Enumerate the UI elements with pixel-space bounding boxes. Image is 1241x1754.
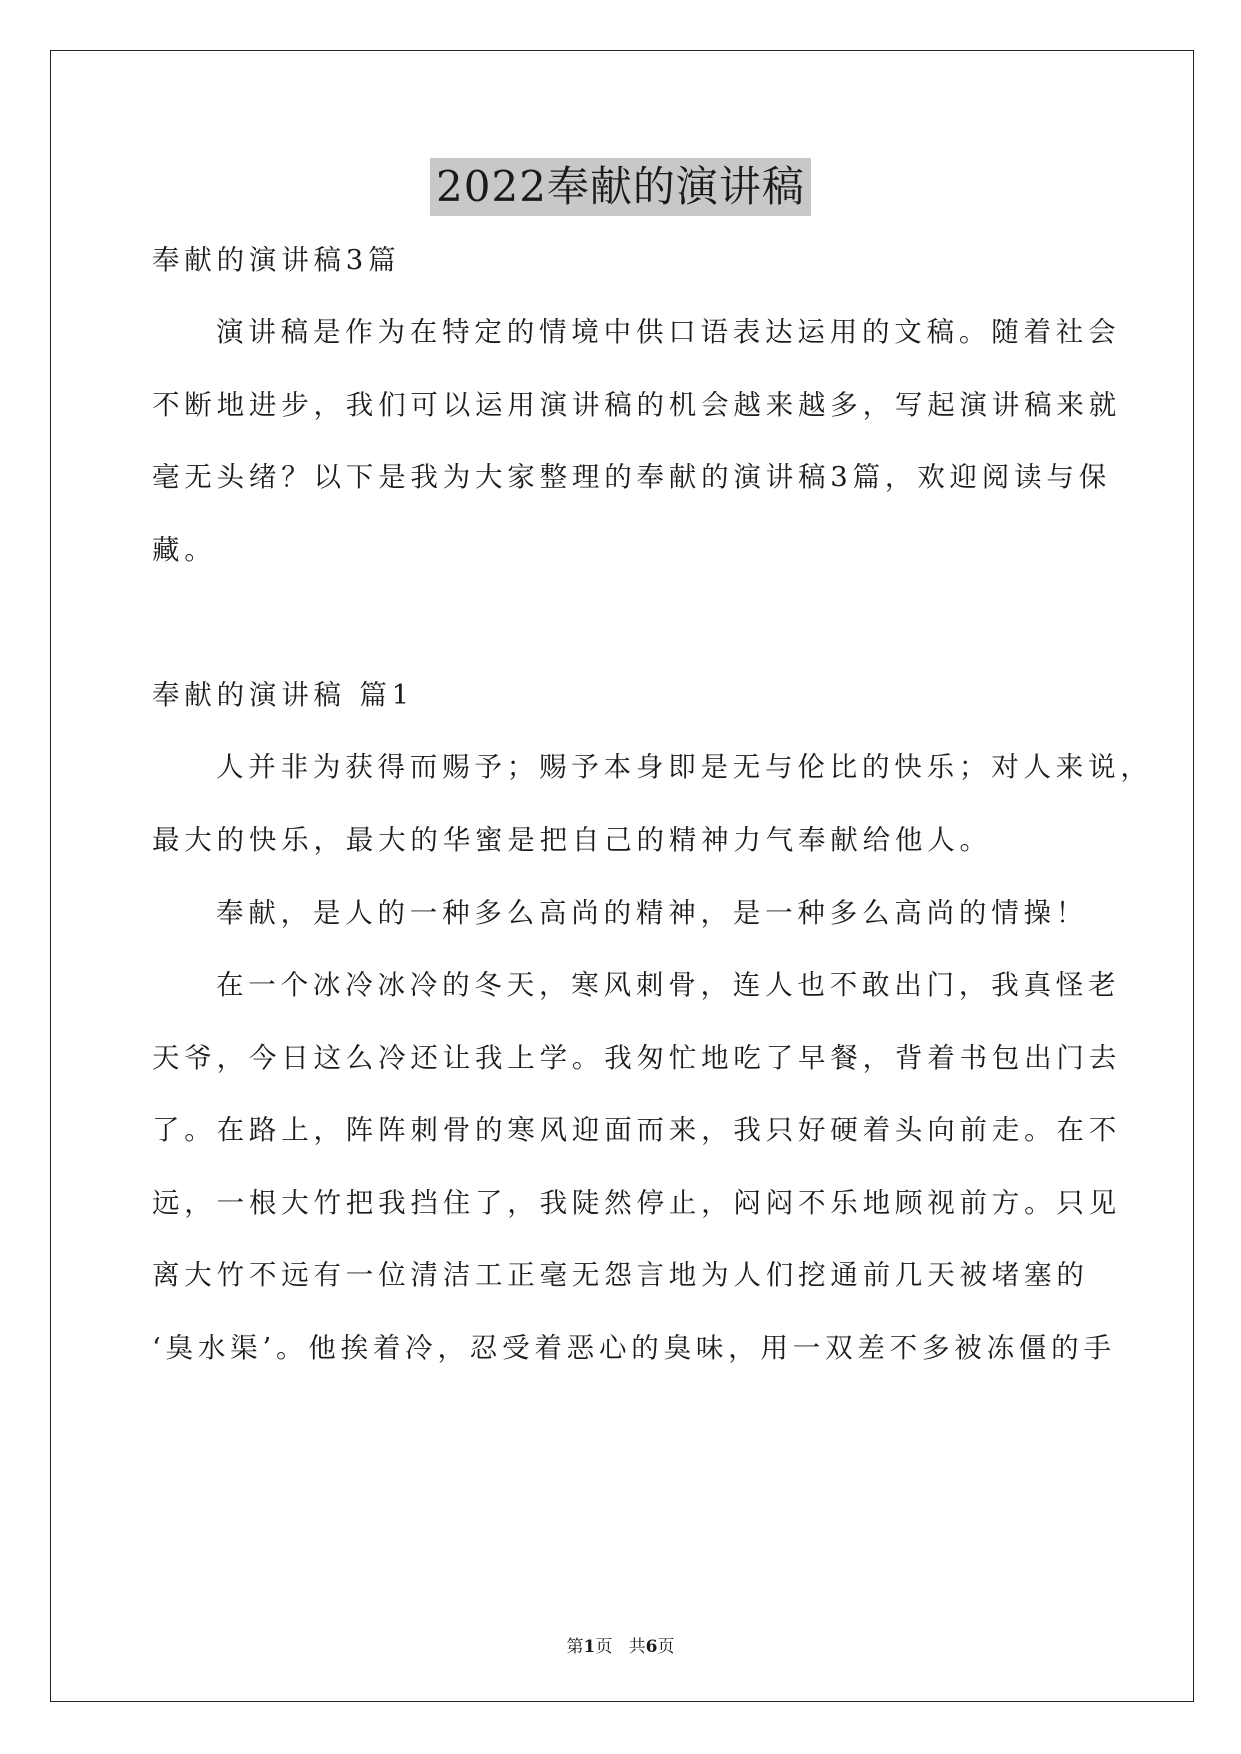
body-line-5: 天爷，今日这么冷还让我上学。我匆忙地吃了早餐，背着书包出门去	[152, 1042, 1121, 1074]
footer-middle: 页 共	[595, 1637, 646, 1657]
document-title: 2022奉献的演讲稿	[430, 158, 811, 216]
footer-prefix: 第	[566, 1637, 584, 1657]
body-line-7: 远，一根大竹把我挡住了，我陡然停止，闷闷不乐地顾视前方。只见	[152, 1187, 1121, 1219]
body-line-2: 最大的快乐，最大的华蜜是把自己的精神力气奉献给他人。	[152, 824, 992, 856]
intro-line-1: 演讲稿是作为在特定的情境中供口语表达运用的文稿。随着社会	[216, 316, 1121, 348]
footer-suffix: 页	[657, 1637, 675, 1657]
intro-line-3: 毫无头绪？以下是我为大家整理的奉献的演讲稿3篇，欢迎阅读与保	[152, 461, 1111, 493]
section-heading: 奉献的演讲稿 篇1	[152, 679, 414, 711]
body-line-9: ‘臭水渠’。他挨着冷，忍受着恶心的臭味，用一双差不多被冻僵的手	[152, 1332, 1116, 1364]
body-line-8: 离大竹不远有一位清洁工正毫无怨言地为人们挖通前几天被堵塞的	[152, 1259, 1089, 1291]
footer-total-pages: 6	[645, 1637, 658, 1657]
page-border	[50, 50, 1194, 1702]
body-line-3: 奉献，是人的一种多么高尚的精神，是一种多么高尚的情操！	[216, 897, 1089, 929]
intro-line-4: 藏。	[152, 534, 217, 566]
body-line-1: 人并非为获得而赐予；赐予本身即是无与伦比的快乐；对人来说，	[216, 751, 1153, 783]
body-line-6: 了。在路上，阵阵刺骨的寒风迎面而来，我只好硬着头向前走。在不	[152, 1114, 1121, 1146]
intro-line-2: 不断地进步，我们可以运用演讲稿的机会越来越多，写起演讲稿来就	[152, 389, 1121, 421]
document-subtitle: 奉献的演讲稿3篇	[152, 244, 401, 276]
body-line-4: 在一个冰冷冰冷的冬天，寒风刺骨，连人也不敢出门，我真怪老	[216, 969, 1121, 1001]
page-footer	[0, 1632, 1241, 1657]
title-container	[0, 158, 1241, 216]
footer-current-page: 1	[583, 1637, 596, 1657]
